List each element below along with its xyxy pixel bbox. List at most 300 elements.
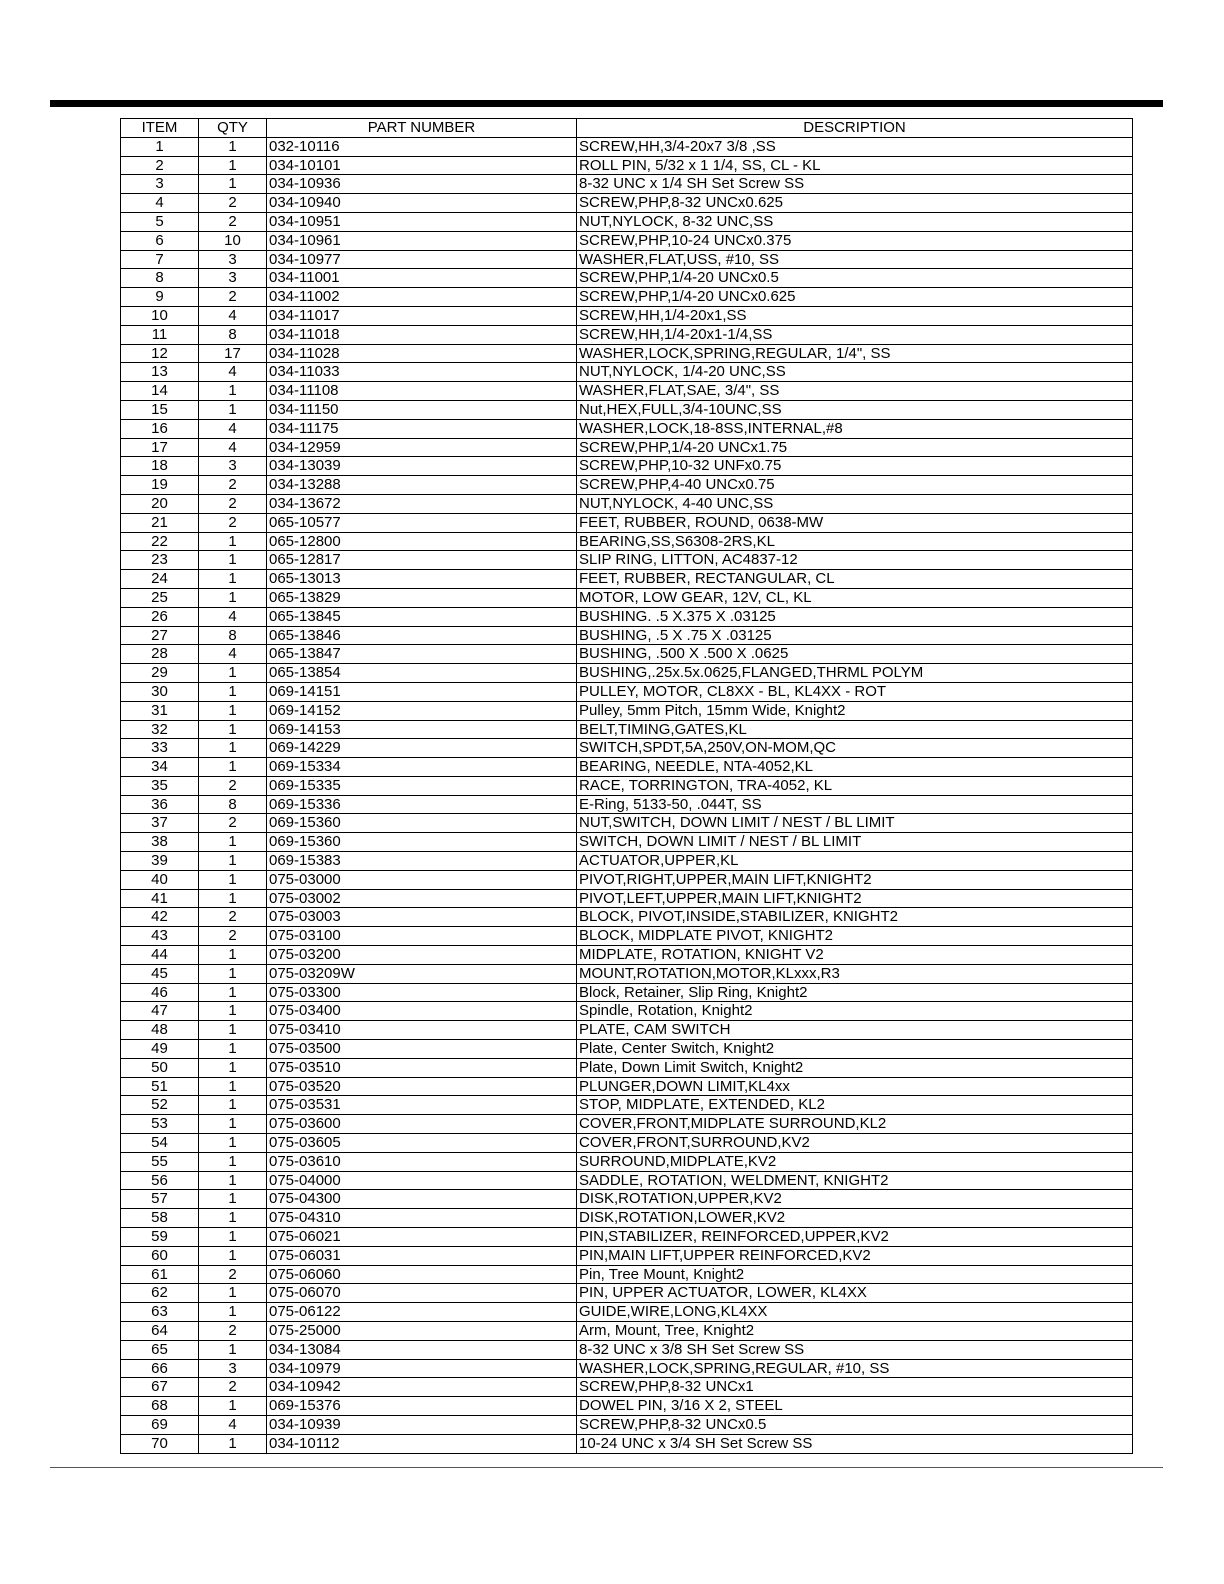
- item-cell: 20: [121, 494, 199, 513]
- item-cell: 43: [121, 927, 199, 946]
- qty-cell: 1: [199, 852, 267, 871]
- item-cell: 40: [121, 870, 199, 889]
- item-cell: 46: [121, 983, 199, 1002]
- item-cell: 36: [121, 795, 199, 814]
- part-number-cell: 034-10942: [267, 1378, 577, 1397]
- part-number-cell: 075-03300: [267, 983, 577, 1002]
- table-row: [121, 776, 1133, 795]
- description-cell: STOP, MIDPLATE, EXTENDED, KL2: [577, 1096, 1133, 1115]
- table-row: [121, 400, 1133, 419]
- item-cell: 9: [121, 288, 199, 307]
- qty-cell: 1: [199, 682, 267, 701]
- item-cell: 27: [121, 626, 199, 645]
- table-row: [121, 908, 1133, 927]
- part-number-cell: 034-11018: [267, 325, 577, 344]
- item-cell: 53: [121, 1115, 199, 1134]
- item-cell: 17: [121, 438, 199, 457]
- item-cell: 44: [121, 946, 199, 965]
- description-cell: PIN,MAIN LIFT,UPPER REINFORCED,KV2: [577, 1246, 1133, 1265]
- item-cell: 54: [121, 1134, 199, 1153]
- part-number-cell: 034-13084: [267, 1340, 577, 1359]
- qty-cell: 1: [199, 1303, 267, 1322]
- table-row: [121, 250, 1133, 269]
- table-row: [121, 1190, 1133, 1209]
- qty-cell: 1: [199, 588, 267, 607]
- qty-cell: 1: [199, 833, 267, 852]
- qty-cell: 1: [199, 1115, 267, 1134]
- qty-cell: 1: [199, 664, 267, 683]
- description-cell: 8-32 UNC x 3/8 SH Set Screw SS: [577, 1340, 1133, 1359]
- table-row: [121, 457, 1133, 476]
- table-row: [121, 983, 1133, 1002]
- item-cell: 47: [121, 1002, 199, 1021]
- part-number-cell: 034-13672: [267, 494, 577, 513]
- description-cell: MIDPLATE, ROTATION, KNIGHT V2: [577, 946, 1133, 965]
- table-row: [121, 344, 1133, 363]
- qty-cell: 1: [199, 532, 267, 551]
- table-row: [121, 1096, 1133, 1115]
- part-number-cell: 034-10979: [267, 1359, 577, 1378]
- qty-cell: 3: [199, 1359, 267, 1378]
- item-cell: 3: [121, 175, 199, 194]
- description-cell: SCREW,PHP,8-32 UNCx0.5: [577, 1415, 1133, 1434]
- description-cell: RACE, TORRINGTON, TRA-4052, KL: [577, 776, 1133, 795]
- qty-cell: 10: [199, 231, 267, 250]
- item-cell: 57: [121, 1190, 199, 1209]
- part-number-cell: 069-15334: [267, 758, 577, 777]
- part-number-cell: 034-11150: [267, 400, 577, 419]
- description-cell: Nut,HEX,FULL,3/4-10UNC,SS: [577, 400, 1133, 419]
- part-number-cell: 034-11002: [267, 288, 577, 307]
- description-cell: ROLL PIN, 5/32 x 1 1/4, SS, CL - KL: [577, 156, 1133, 175]
- part-number-cell: 065-13845: [267, 607, 577, 626]
- description-cell: BUSHING,.25x.5x.0625,FLANGED,THRML POLYM: [577, 664, 1133, 683]
- part-number-cell: 034-10101: [267, 156, 577, 175]
- item-cell: 26: [121, 607, 199, 626]
- description-cell: SCREW,PHP,10-24 UNCx0.375: [577, 231, 1133, 250]
- description-cell: WASHER,LOCK,SPRING,REGULAR, 1/4", SS: [577, 344, 1133, 363]
- item-cell: 50: [121, 1058, 199, 1077]
- item-cell: 48: [121, 1021, 199, 1040]
- part-number-cell: 065-13846: [267, 626, 577, 645]
- description-cell: SWITCH, DOWN LIMIT / NEST / BL LIMIT: [577, 833, 1133, 852]
- qty-cell: 1: [199, 889, 267, 908]
- item-cell: 2: [121, 156, 199, 175]
- item-cell: 8: [121, 269, 199, 288]
- description-cell: MOTOR, LOW GEAR, 12V, CL, KL: [577, 588, 1133, 607]
- qty-cell: 1: [199, 1021, 267, 1040]
- description-cell: WASHER,FLAT,USS, #10, SS: [577, 250, 1133, 269]
- part-number-cell: 069-15383: [267, 852, 577, 871]
- item-cell: 56: [121, 1171, 199, 1190]
- qty-cell: 2: [199, 476, 267, 495]
- table-row: [121, 175, 1133, 194]
- qty-cell: 4: [199, 306, 267, 325]
- part-number-cell: 069-14229: [267, 739, 577, 758]
- table-row: [121, 551, 1133, 570]
- part-number-cell: 075-06021: [267, 1228, 577, 1247]
- part-number-cell: 069-14152: [267, 701, 577, 720]
- description-cell: COVER,FRONT,SURROUND,KV2: [577, 1134, 1133, 1153]
- qty-cell: 1: [199, 1077, 267, 1096]
- qty-cell: 1: [199, 701, 267, 720]
- part-number-cell: 034-10977: [267, 250, 577, 269]
- qty-cell: 2: [199, 814, 267, 833]
- description-cell: COVER,FRONT,MIDPLATE SURROUND,KL2: [577, 1115, 1133, 1134]
- part-number-cell: 075-06122: [267, 1303, 577, 1322]
- qty-cell: 1: [199, 1209, 267, 1228]
- table-row: [121, 269, 1133, 288]
- part-number-cell: 075-06031: [267, 1246, 577, 1265]
- qty-cell: 1: [199, 137, 267, 156]
- qty-cell: 1: [199, 1002, 267, 1021]
- qty-cell: 8: [199, 626, 267, 645]
- description-cell: FEET, RUBBER, RECTANGULAR, CL: [577, 570, 1133, 589]
- item-cell: 28: [121, 645, 199, 664]
- item-cell: 66: [121, 1359, 199, 1378]
- table-row: [121, 1378, 1133, 1397]
- qty-cell: 1: [199, 175, 267, 194]
- part-number-cell: 034-11028: [267, 344, 577, 363]
- part-number-cell: 034-11108: [267, 382, 577, 401]
- part-number-cell: 065-12800: [267, 532, 577, 551]
- table-row: [121, 288, 1133, 307]
- part-number-cell: 034-10112: [267, 1434, 577, 1453]
- description-cell: DOWEL PIN, 3/16 X 2, STEEL: [577, 1397, 1133, 1416]
- part-number-cell: 075-25000: [267, 1322, 577, 1341]
- bottom-rule: [50, 1467, 1163, 1468]
- table-row: [121, 1152, 1133, 1171]
- qty-cell: 1: [199, 1434, 267, 1453]
- qty-cell: 2: [199, 776, 267, 795]
- item-cell: 49: [121, 1040, 199, 1059]
- part-number-cell: 065-13854: [267, 664, 577, 683]
- qty-cell: 2: [199, 513, 267, 532]
- description-cell: Pin, Tree Mount, Knight2: [577, 1265, 1133, 1284]
- description-cell: PIN, UPPER ACTUATOR, LOWER, KL4XX: [577, 1284, 1133, 1303]
- part-number-cell: 034-10936: [267, 175, 577, 194]
- description-cell: SCREW,PHP,4-40 UNCx0.75: [577, 476, 1133, 495]
- table-row: [121, 1115, 1133, 1134]
- qty-cell: 4: [199, 419, 267, 438]
- part-number-cell: 075-03002: [267, 889, 577, 908]
- description-cell: BEARING, NEEDLE, NTA-4052,KL: [577, 758, 1133, 777]
- description-cell: 10-24 UNC x 3/4 SH Set Screw SS: [577, 1434, 1133, 1453]
- table-row: [121, 306, 1133, 325]
- part-number-cell: 075-03400: [267, 1002, 577, 1021]
- part-number-cell: 075-03209W: [267, 964, 577, 983]
- table-row: [121, 607, 1133, 626]
- item-cell: 41: [121, 889, 199, 908]
- part-number-cell: 069-15360: [267, 833, 577, 852]
- item-cell: 21: [121, 513, 199, 532]
- table-row: [121, 1077, 1133, 1096]
- part-number-cell: 075-03610: [267, 1152, 577, 1171]
- item-cell: 68: [121, 1397, 199, 1416]
- table-row: [121, 513, 1133, 532]
- item-cell: 64: [121, 1322, 199, 1341]
- top-rule: [50, 100, 1163, 107]
- part-number-cell: 075-03600: [267, 1115, 577, 1134]
- description-cell: SCREW,PHP,1/4-20 UNCx0.625: [577, 288, 1133, 307]
- table-row: [121, 1415, 1133, 1434]
- item-cell: 13: [121, 363, 199, 382]
- qty-cell: 1: [199, 1152, 267, 1171]
- part-number-cell: 065-13847: [267, 645, 577, 664]
- table-row: [121, 701, 1133, 720]
- qty-cell: 1: [199, 1096, 267, 1115]
- qty-cell: 2: [199, 1265, 267, 1284]
- qty-cell: 1: [199, 1040, 267, 1059]
- description-cell: Pulley, 5mm Pitch, 15mm Wide, Knight2: [577, 701, 1133, 720]
- table-row: [121, 1021, 1133, 1040]
- part-number-cell: 034-10951: [267, 212, 577, 231]
- description-cell: FEET, RUBBER, ROUND, 0638-MW: [577, 513, 1133, 532]
- part-number-cell: 034-11033: [267, 363, 577, 382]
- qty-cell: 1: [199, 382, 267, 401]
- table-row: [121, 795, 1133, 814]
- qty-cell: 1: [199, 983, 267, 1002]
- table-row: [121, 739, 1133, 758]
- table-row: [121, 927, 1133, 946]
- qty-cell: 1: [199, 400, 267, 419]
- item-cell: 10: [121, 306, 199, 325]
- description-cell: Plate, Center Switch, Knight2: [577, 1040, 1133, 1059]
- item-cell: 55: [121, 1152, 199, 1171]
- qty-cell: 4: [199, 438, 267, 457]
- part-number-cell: 034-12959: [267, 438, 577, 457]
- description-cell: BUSHING. .5 X.375 X .03125: [577, 607, 1133, 626]
- qty-cell: 1: [199, 1190, 267, 1209]
- item-cell: 14: [121, 382, 199, 401]
- item-cell: 58: [121, 1209, 199, 1228]
- part-number-cell: 069-15335: [267, 776, 577, 795]
- part-number-cell: 034-13039: [267, 457, 577, 476]
- table-row: [121, 870, 1133, 889]
- table-row: [121, 682, 1133, 701]
- item-cell: 33: [121, 739, 199, 758]
- part-number-cell: 065-13829: [267, 588, 577, 607]
- description-cell: PIVOT,LEFT,UPPER,MAIN LIFT,KNIGHT2: [577, 889, 1133, 908]
- item-cell: 42: [121, 908, 199, 927]
- table-row: [121, 494, 1133, 513]
- item-cell: 25: [121, 588, 199, 607]
- part-number-cell: 034-10940: [267, 194, 577, 213]
- qty-cell: 4: [199, 645, 267, 664]
- table-row: [121, 156, 1133, 175]
- description-cell: BELT,TIMING,GATES,KL: [577, 720, 1133, 739]
- description-cell: Block, Retainer, Slip Ring, Knight2: [577, 983, 1133, 1002]
- qty-cell: 4: [199, 1415, 267, 1434]
- qty-cell: 1: [199, 551, 267, 570]
- table-row: [121, 382, 1133, 401]
- header-qty: QTY: [199, 119, 267, 138]
- table-row: [121, 137, 1133, 156]
- description-cell: PLUNGER,DOWN LIMIT,KL4xx: [577, 1077, 1133, 1096]
- table-row: [121, 1434, 1133, 1453]
- item-cell: 35: [121, 776, 199, 795]
- part-number-cell: 075-03605: [267, 1134, 577, 1153]
- part-number-cell: 075-03000: [267, 870, 577, 889]
- qty-cell: 2: [199, 1322, 267, 1341]
- part-number-cell: 075-04300: [267, 1190, 577, 1209]
- part-number-cell: 075-03410: [267, 1021, 577, 1040]
- table-row: [121, 476, 1133, 495]
- table-row: [121, 1209, 1133, 1228]
- item-cell: 6: [121, 231, 199, 250]
- qty-cell: 1: [199, 758, 267, 777]
- qty-cell: 1: [199, 964, 267, 983]
- qty-cell: 1: [199, 1284, 267, 1303]
- qty-cell: 1: [199, 1058, 267, 1077]
- part-number-cell: 065-12817: [267, 551, 577, 570]
- description-cell: DISK,ROTATION,UPPER,KV2: [577, 1190, 1133, 1209]
- item-cell: 34: [121, 758, 199, 777]
- part-number-cell: 069-14151: [267, 682, 577, 701]
- part-number-cell: 075-03500: [267, 1040, 577, 1059]
- table-row: [121, 720, 1133, 739]
- part-number-cell: 075-03100: [267, 927, 577, 946]
- qty-cell: 17: [199, 344, 267, 363]
- table-row: [121, 1322, 1133, 1341]
- table-body: [121, 137, 1133, 1453]
- qty-cell: 8: [199, 325, 267, 344]
- table-row: [121, 438, 1133, 457]
- description-cell: BUSHING, .5 X .75 X .03125: [577, 626, 1133, 645]
- item-cell: 30: [121, 682, 199, 701]
- description-cell: Plate, Down Limit Switch, Knight2: [577, 1058, 1133, 1077]
- qty-cell: 1: [199, 1134, 267, 1153]
- part-number-cell: 075-04000: [267, 1171, 577, 1190]
- table-row: [121, 570, 1133, 589]
- table-row: [121, 664, 1133, 683]
- item-cell: 15: [121, 400, 199, 419]
- part-number-cell: 075-06070: [267, 1284, 577, 1303]
- description-cell: SCREW,PHP,8-32 UNCx0.625: [577, 194, 1133, 213]
- table-row: [121, 1228, 1133, 1247]
- table-row: [121, 1397, 1133, 1416]
- header-part-number: PART NUMBER: [267, 119, 577, 138]
- part-number-cell: 032-10116: [267, 137, 577, 156]
- part-number-cell: 075-03003: [267, 908, 577, 927]
- table-row: [121, 1340, 1133, 1359]
- qty-cell: 1: [199, 1171, 267, 1190]
- table-row: [121, 1284, 1133, 1303]
- table-row: [121, 1134, 1133, 1153]
- qty-cell: 1: [199, 570, 267, 589]
- table-row: [121, 889, 1133, 908]
- description-cell: SCREW,PHP,1/4-20 UNCx0.5: [577, 269, 1133, 288]
- qty-cell: 1: [199, 739, 267, 758]
- item-cell: 22: [121, 532, 199, 551]
- item-cell: 37: [121, 814, 199, 833]
- qty-cell: 2: [199, 927, 267, 946]
- table-row: [121, 231, 1133, 250]
- part-number-cell: 034-10939: [267, 1415, 577, 1434]
- qty-cell: 3: [199, 457, 267, 476]
- part-number-cell: 065-13013: [267, 570, 577, 589]
- description-cell: SLIP RING, LITTON, AC4837-12: [577, 551, 1133, 570]
- part-number-cell: 069-15360: [267, 814, 577, 833]
- item-cell: 5: [121, 212, 199, 231]
- item-cell: 19: [121, 476, 199, 495]
- description-cell: SCREW,HH,1/4-20x1,SS: [577, 306, 1133, 325]
- item-cell: 4: [121, 194, 199, 213]
- item-cell: 63: [121, 1303, 199, 1322]
- qty-cell: 2: [199, 1378, 267, 1397]
- description-cell: 8-32 UNC x 1/4 SH Set Screw SS: [577, 175, 1133, 194]
- description-cell: PIN,STABILIZER, REINFORCED,UPPER,KV2: [577, 1228, 1133, 1247]
- description-cell: SCREW,HH,1/4-20x1-1/4,SS: [577, 325, 1133, 344]
- part-number-cell: 065-10577: [267, 513, 577, 532]
- qty-cell: 1: [199, 1228, 267, 1247]
- item-cell: 23: [121, 551, 199, 570]
- description-cell: NUT,NYLOCK, 1/4-20 UNC,SS: [577, 363, 1133, 382]
- description-cell: PIVOT,RIGHT,UPPER,MAIN LIFT,KNIGHT2: [577, 870, 1133, 889]
- qty-cell: 8: [199, 795, 267, 814]
- item-cell: 12: [121, 344, 199, 363]
- item-cell: 70: [121, 1434, 199, 1453]
- qty-cell: 1: [199, 1397, 267, 1416]
- item-cell: 52: [121, 1096, 199, 1115]
- part-number-cell: 034-11001: [267, 269, 577, 288]
- qty-cell: 1: [199, 870, 267, 889]
- description-cell: SURROUND,MIDPLATE,KV2: [577, 1152, 1133, 1171]
- table-row: [121, 588, 1133, 607]
- item-cell: 1: [121, 137, 199, 156]
- part-number-cell: 069-14153: [267, 720, 577, 739]
- description-cell: GUIDE,WIRE,LONG,KL4XX: [577, 1303, 1133, 1322]
- part-number-cell: 034-13288: [267, 476, 577, 495]
- qty-cell: 4: [199, 607, 267, 626]
- description-cell: WASHER,FLAT,SAE, 3/4", SS: [577, 382, 1133, 401]
- table-row: [121, 946, 1133, 965]
- description-cell: SADDLE, ROTATION, WELDMENT, KNIGHT2: [577, 1171, 1133, 1190]
- table-row: [121, 532, 1133, 551]
- qty-cell: 1: [199, 720, 267, 739]
- qty-cell: 3: [199, 269, 267, 288]
- item-cell: 31: [121, 701, 199, 720]
- description-cell: NUT,NYLOCK, 4-40 UNC,SS: [577, 494, 1133, 513]
- description-cell: SCREW,PHP,10-32 UNFx0.75: [577, 457, 1133, 476]
- table-row: [121, 1265, 1133, 1284]
- table-row: [121, 1002, 1133, 1021]
- table-row: [121, 1303, 1133, 1322]
- qty-cell: 1: [199, 156, 267, 175]
- table-row: [121, 1040, 1133, 1059]
- table-row: [121, 626, 1133, 645]
- qty-cell: 3: [199, 250, 267, 269]
- table-row: [121, 1246, 1133, 1265]
- table-row: [121, 758, 1133, 777]
- parts-list-table: [120, 118, 1133, 1454]
- description-cell: SCREW,HH,3/4-20x7 3/8 ,SS: [577, 137, 1133, 156]
- table-row: [121, 325, 1133, 344]
- description-cell: BLOCK, MIDPLATE PIVOT, KNIGHT2: [577, 927, 1133, 946]
- table-row: [121, 1359, 1133, 1378]
- item-cell: 18: [121, 457, 199, 476]
- description-cell: SCREW,PHP,1/4-20 UNCx1.75: [577, 438, 1133, 457]
- description-cell: SWITCH,SPDT,5A,250V,ON-MOM,QC: [577, 739, 1133, 758]
- part-number-cell: 075-04310: [267, 1209, 577, 1228]
- description-cell: WASHER,LOCK,18-8SS,INTERNAL,#8: [577, 419, 1133, 438]
- part-number-cell: 075-03531: [267, 1096, 577, 1115]
- qty-cell: 4: [199, 363, 267, 382]
- item-cell: 32: [121, 720, 199, 739]
- table-row: [121, 1058, 1133, 1077]
- part-number-cell: 034-11175: [267, 419, 577, 438]
- qty-cell: 2: [199, 212, 267, 231]
